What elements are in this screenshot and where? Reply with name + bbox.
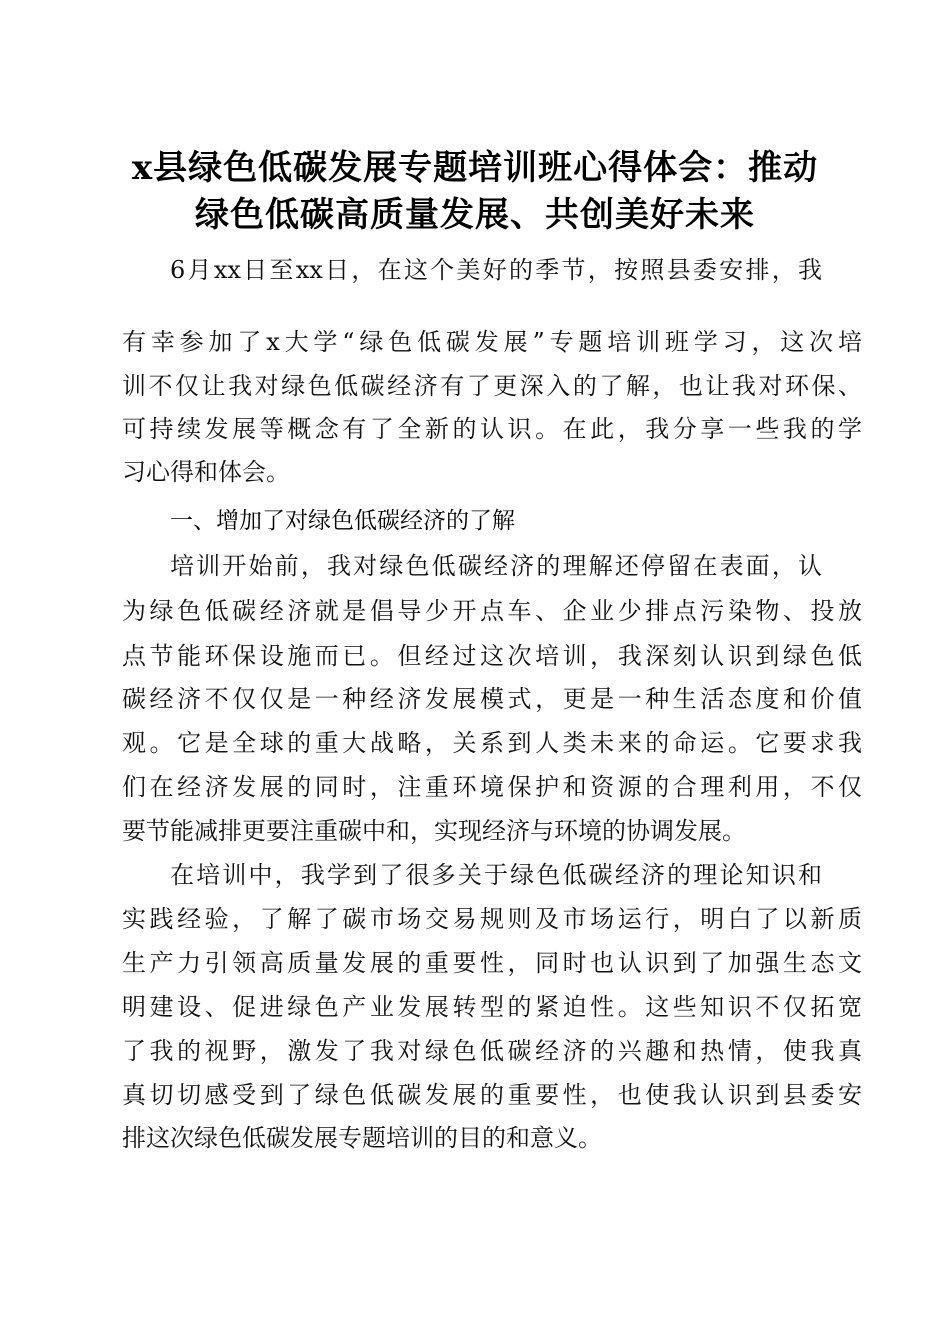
paragraph-2-line: 培训开始前，我对绿色低碳经济的理解还停留在表面，认 xyxy=(170,552,822,580)
paragraph-2-line: 点节能环保设施而已。但经过这次培训，我深刻认识到绿色低 xyxy=(122,642,862,670)
document-title-line-2: 绿色低碳高质量发展、共创美好未来 xyxy=(195,195,755,235)
paragraph-1-line: 训不仅让我对绿色低碳经济有了更深入的了解，也让我对环保、 xyxy=(122,372,862,400)
paragraph-2-line: 要节能减排更要注重碳中和，实现经济与环境的协调发展。 xyxy=(122,817,746,845)
paragraph-2-line: 为绿色低碳经济就是倡导少开点车、企业少排点污染物、投放 xyxy=(122,597,862,625)
section-heading-1: 一、增加了对绿色低碳经济的了解 xyxy=(170,508,515,534)
document-title-line-1: x县绿色低碳发展专题培训班心得体会：推动 xyxy=(131,148,819,188)
paragraph-2-line: 碳经济不仅仅是一种经济发展模式，更是一种生活态度和价值 xyxy=(122,685,862,713)
paragraph-1-line: 习心得和体会。 xyxy=(122,458,290,486)
paragraph-2-line: 观。它是全球的重大战略，关系到人类未来的命运。它要求我 xyxy=(122,729,862,757)
paragraph-2-line: 们在经济发展的同时，注重环境保护和资源的合理利用，不仅 xyxy=(122,773,862,801)
paragraph-3-line: 明建设、促进绿色产业发展转型的紧迫性。这些知识不仅拓宽 xyxy=(122,993,862,1021)
paragraph-3-line: 实践经验，了解了碳市场交易规则及市场运行，明白了以新质 xyxy=(122,905,862,933)
paragraph-1-line: 可持续发展等概念有了全新的认识。在此，我分享一些我的学 xyxy=(122,415,862,443)
paragraph-3-line: 在培训中，我学到了很多关于绿色低碳经济的理论知识和 xyxy=(170,861,822,889)
paragraph-3-line: 了我的视野，激发了我对绿色低碳经济的兴趣和热情，使我真 xyxy=(122,1037,862,1065)
paragraph-1-line: 有幸参加了x大学“绿色低碳发展”专题培训班学习，这次培 xyxy=(122,328,862,356)
paragraph-3-line: 生产力引领高质量发展的重要性，同时也认识到了加强生态文 xyxy=(122,949,862,977)
paragraph-1-line: 6月xx日至xx日，在这个美好的季节，按照县委安排，我 xyxy=(170,256,822,284)
paragraph-3-line: 排这次绿色低碳发展专题培训的目的和意义。 xyxy=(122,1124,602,1152)
paragraph-3-line: 真切切感受到了绿色低碳发展的重要性，也使我认识到县委安 xyxy=(122,1081,862,1109)
